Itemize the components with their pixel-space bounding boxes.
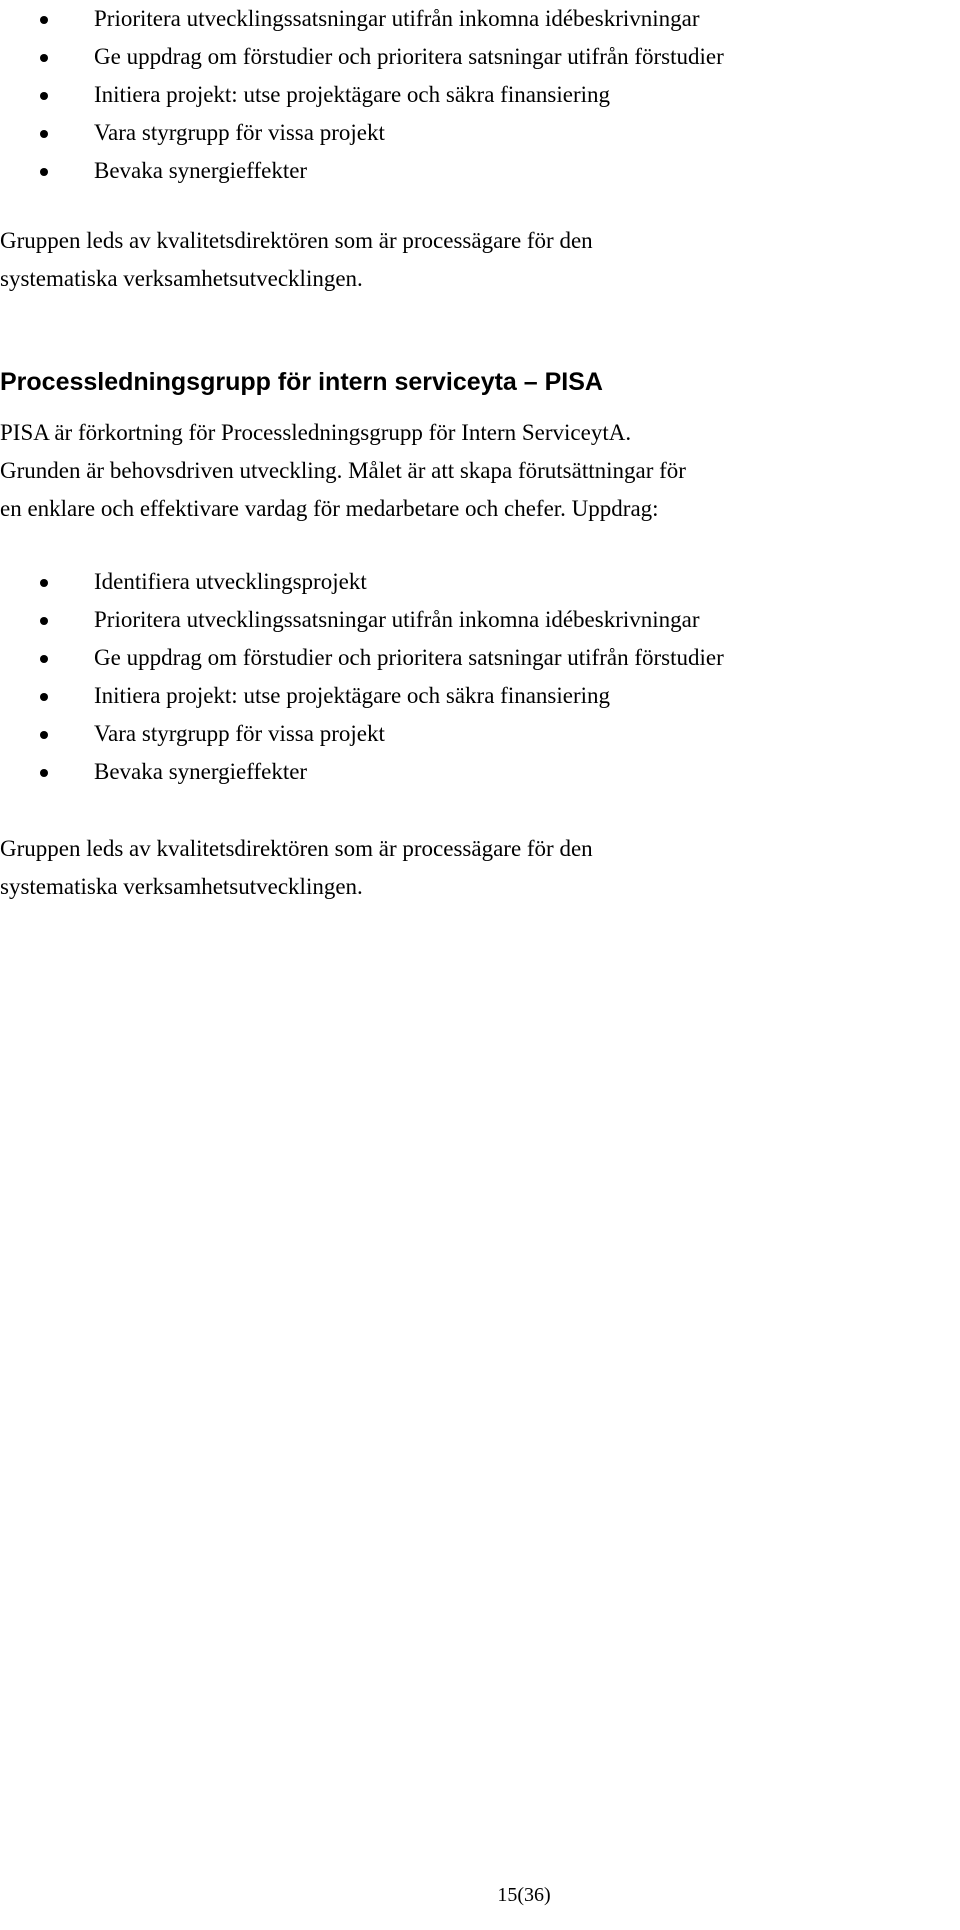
- bullet-icon: [40, 617, 48, 625]
- bullet-icon: [40, 92, 48, 100]
- list-item: [0, 38, 724, 76]
- list-item-text: Bevaka synergieffekter: [94, 759, 308, 784]
- page-number-text: 15(36): [497, 1884, 551, 1906]
- list-item: [0, 715, 724, 753]
- section-closing-line-2: systematiska verksamhetsutvecklingen.: [0, 874, 363, 899]
- page-number: [0, 1880, 960, 1910]
- list-item-text: Ge uppdrag om förstudier och prioritera satsningar utifrån förstudier: [94, 44, 724, 69]
- bullet-icon: [40, 579, 48, 587]
- bullet-icon: [40, 16, 48, 24]
- bullet-icon: [40, 769, 48, 777]
- bullet-icon: [40, 731, 48, 739]
- list-item: [0, 0, 724, 38]
- section-closing-line-1: Gruppen leds av kvalitetsdirektören som är processägare för den: [0, 836, 593, 861]
- top-paragraph-line-1: Gruppen leds av kvalitetsdirektören som är processägare för den: [0, 228, 593, 253]
- list-item: [0, 76, 724, 114]
- assignment-bullet-list: [0, 563, 724, 791]
- list-item-text: Identifiera utvecklingsprojekt: [94, 569, 367, 594]
- section-intro-line-3: en enklare och effektivare vardag för medarbetare och chefer. Uppdrag:: [0, 496, 659, 521]
- list-item: [0, 639, 724, 677]
- top-paragraph-line-2: systematiska verksamhetsutvecklingen.: [0, 266, 363, 291]
- list-item: [0, 601, 724, 639]
- list-item-text: Initiera projekt: utse projektägare och säkra finansiering: [94, 82, 611, 107]
- list-item-text: Prioritera utvecklingssatsningar utifrån inkomna idébeskrivningar: [94, 607, 700, 632]
- list-item-text: Ge uppdrag om förstudier och prioritera satsningar utifrån förstudier: [94, 645, 724, 670]
- list-item: [0, 563, 724, 601]
- section-intro-line-1: PISA är förkortning för Processledningsgrupp för Intern ServiceytA.: [0, 420, 632, 445]
- list-item-text: Initiera projekt: utse projektägare och säkra finansiering: [94, 683, 611, 708]
- bullet-icon: [40, 54, 48, 62]
- list-item: [0, 753, 724, 791]
- top-bullet-list: [0, 0, 724, 190]
- list-item: [0, 152, 724, 190]
- bullet-icon: [40, 130, 48, 138]
- list-item-text: Prioritera utvecklingssatsningar utifrån inkomna idébeskrivningar: [94, 6, 700, 31]
- list-item-text: Bevaka synergieffekter: [94, 158, 308, 183]
- list-item: [0, 114, 724, 152]
- section-intro-line-2: Grunden är behovsdriven utveckling. Målet är att skapa förutsättningar för: [0, 458, 686, 483]
- bullet-icon: [40, 655, 48, 663]
- bullet-icon: [40, 693, 48, 701]
- bullet-icon: [40, 168, 48, 176]
- list-item-text: Vara styrgrupp för vissa projekt: [94, 120, 385, 145]
- section-heading: Processledningsgrupp för intern serviceyta – PISA: [0, 368, 603, 396]
- list-item: [0, 677, 724, 715]
- list-item-text: Vara styrgrupp för vissa projekt: [94, 721, 385, 746]
